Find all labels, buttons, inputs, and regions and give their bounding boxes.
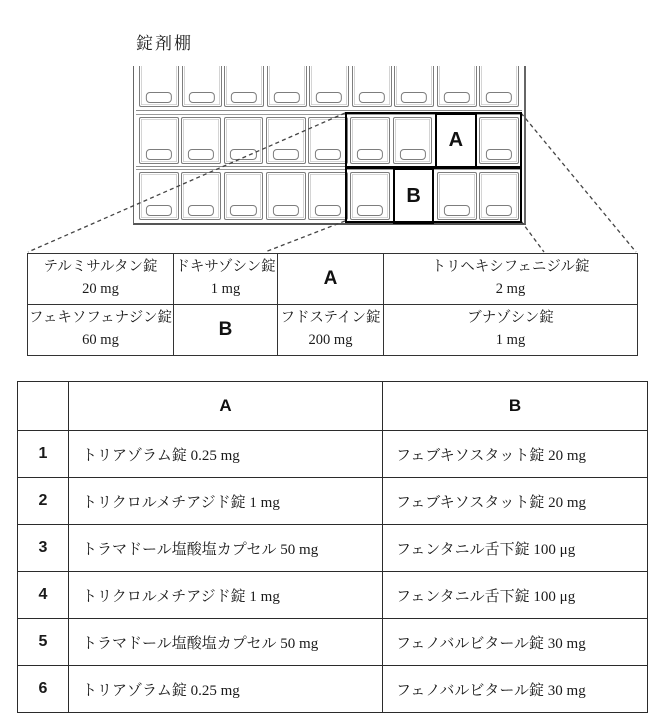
drawer-handle-icon (357, 149, 383, 160)
shelf-drawer (139, 172, 179, 220)
drawer-handle-icon (230, 205, 256, 216)
shelf-row-2 (136, 114, 522, 167)
zoom-table-row (28, 305, 638, 356)
drug-dose: 60 mg (82, 332, 119, 348)
shelf-drawer (267, 66, 307, 107)
drug-name: ブナゾシン錠 (467, 310, 554, 327)
zoom-cell-drug (384, 305, 638, 356)
option-number: 5 (18, 619, 69, 666)
tablet-shelf-diagram (133, 66, 526, 225)
shelf-row-1-clip (136, 66, 522, 111)
zoom-cell-drug (28, 305, 174, 356)
drawer-handle-icon (146, 149, 172, 160)
option-drug-a: トラマドール塩酸塩カプセル 50 mg (69, 619, 383, 666)
drug-name: テルミサルタン錠 (43, 259, 158, 276)
drawer-handle-icon (273, 92, 299, 103)
drawer-handle-icon (188, 205, 214, 216)
drawer-handle-icon (357, 205, 383, 216)
option-number: 3 (18, 525, 69, 572)
options-row-6 (18, 666, 648, 713)
drug-dose: 20 mg (82, 281, 119, 297)
shelf-drawer (393, 117, 433, 164)
drawer-handle-icon (231, 92, 257, 103)
drawer-handle-icon (146, 205, 172, 216)
option-drug-a: トリアゾラム錠 0.25 mg (69, 431, 383, 478)
option-drug-b: フェノバルビタール錠 30 mg (383, 619, 648, 666)
drawer-handle-icon (188, 92, 214, 103)
shelf-drawer (309, 66, 349, 107)
drawer-handle-icon (443, 92, 469, 103)
zoom-table-row (28, 254, 638, 305)
option-drug-b: フェンタニル舌下錠 100 μg (383, 525, 648, 572)
callout-line-bottom-right (521, 221, 544, 252)
zoom-cell-letter-a: A (278, 254, 384, 305)
shelf-drawer (181, 117, 221, 164)
shelf-row-3 (136, 169, 522, 222)
drawer-handle-icon (401, 92, 427, 103)
options-row-2 (18, 478, 648, 525)
shelf-drawer (352, 66, 392, 107)
drawer-handle-icon (315, 205, 341, 216)
drawer-handle-icon (315, 149, 341, 160)
drug-name: ドキサゾシン錠 (175, 259, 276, 276)
options-row-1 (18, 431, 648, 478)
drug-dose: 1 mg (210, 281, 241, 297)
drawer-handle-icon (188, 149, 214, 160)
zoom-cell-drug (174, 254, 278, 305)
drug-name: トリヘキシフェニジル錠 (431, 259, 590, 276)
callout-line-top-right (521, 113, 636, 252)
options-header-a: A (69, 382, 383, 431)
drug-dose: 200 mg (308, 332, 353, 348)
shelf-drawer (182, 66, 222, 107)
shelf-cell-a: A (435, 113, 477, 168)
shelf-cell-b: B (393, 168, 435, 224)
drawer-handle-icon (230, 149, 256, 160)
callout-line-bottom-left (265, 221, 345, 252)
option-number: 6 (18, 666, 69, 713)
option-drug-a: トラマドール塩酸塩カプセル 50 mg (69, 525, 383, 572)
drawer-handle-icon (316, 92, 342, 103)
drug-name: フェキソフェナジン錠 (29, 310, 172, 327)
drawer-handle-icon (399, 149, 425, 160)
shelf-title: 錠剤棚 (136, 34, 193, 53)
drawer-handle-icon (486, 149, 512, 160)
options-row-3 (18, 525, 648, 572)
drug-dose: 2 mg (495, 281, 526, 297)
option-drug-b: フェブキソスタット錠 20 mg (383, 431, 648, 478)
shelf-drawer (437, 172, 477, 220)
option-number: 1 (18, 431, 69, 478)
drawer-handle-icon (273, 149, 299, 160)
option-number: 4 (18, 572, 69, 619)
drug-dose: 1 mg (495, 332, 526, 348)
zoom-cell-drug (278, 305, 384, 356)
shelf-drawer (308, 172, 348, 220)
options-header-b: B (383, 382, 648, 431)
shelf-drawer (437, 66, 477, 107)
shelf-drawer (139, 66, 179, 107)
drug-name: フドステイン錠 (280, 310, 381, 327)
options-header-row (18, 382, 648, 431)
drawer-handle-icon (486, 205, 512, 216)
shelf-drawer (479, 66, 519, 107)
shelf-drawer (224, 66, 264, 107)
option-drug-b: フェブキソスタット錠 20 mg (383, 478, 648, 525)
option-drug-a: トリアゾラム錠 0.25 mg (69, 666, 383, 713)
shelf-drawer (181, 172, 221, 220)
zoom-cell-letter-b: B (174, 305, 278, 356)
options-table (17, 381, 648, 713)
shelf-drawer (266, 117, 306, 164)
zoom-cell-drug (28, 254, 174, 305)
options-row-5 (18, 619, 648, 666)
drawer-handle-icon (273, 205, 299, 216)
option-drug-b: フェンタニル舌下錠 100 μg (383, 572, 648, 619)
drawer-handle-icon (486, 92, 512, 103)
shelf-drawer (350, 117, 390, 164)
shelf-drawer (479, 172, 519, 220)
options-row-4 (18, 572, 648, 619)
option-drug-a: トリクロルメチアジド錠 1 mg (69, 572, 383, 619)
shelf-drawer (224, 117, 264, 164)
shelf-drawer (224, 172, 264, 220)
drawer-handle-icon (444, 205, 470, 216)
option-drug-b: フェノバルビタール錠 30 mg (383, 666, 648, 713)
options-header-blank (18, 382, 69, 431)
shelf-drawer (266, 172, 306, 220)
option-number: 2 (18, 478, 69, 525)
drawer-handle-icon (146, 92, 172, 103)
shelf-drawer (308, 117, 348, 164)
shelf-drawer (139, 117, 179, 164)
option-drug-a: トリクロルメチアジド錠 1 mg (69, 478, 383, 525)
shelf-row-1 (136, 66, 522, 109)
shelf-drawer (394, 66, 434, 107)
shelf-drawer (350, 172, 390, 220)
drawer-handle-icon (358, 92, 384, 103)
shelf-zoom-table (27, 253, 638, 356)
shelf-drawer (479, 117, 519, 164)
zoom-cell-drug (384, 254, 638, 305)
